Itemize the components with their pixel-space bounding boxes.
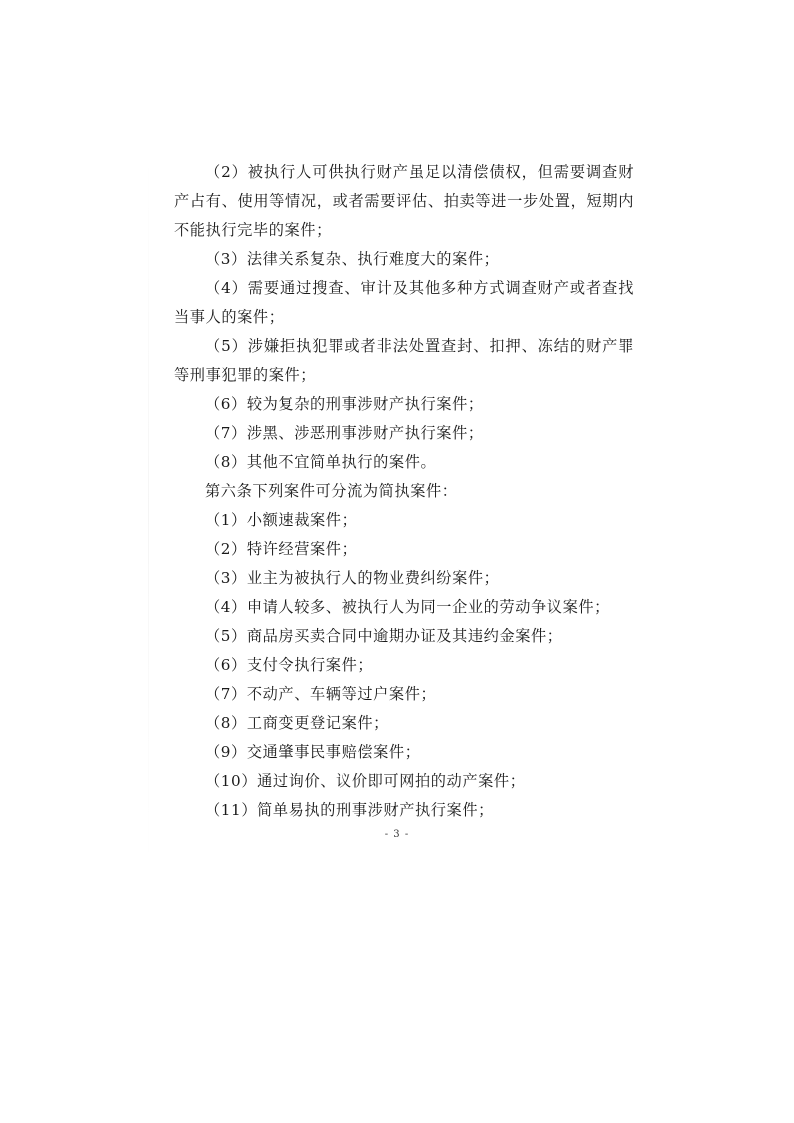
paragraph-item-6-complex-criminal-property: （6）较为复杂的刑事涉财产执行案件； (205, 395, 484, 413)
paragraph-item-7-gang-related: （7）涉黑、涉恶刑事涉财产执行案件； (205, 424, 484, 442)
paragraph-item-5-criminal: （5）涉嫌拒执犯罪或者非法处置查封、扣押、冻结的财产罪等刑事犯罪的案件； (174, 337, 634, 384)
list-item-traffic-compensation: （9）交通肇事民事赔偿案件； (205, 743, 421, 761)
list-item-housing-contract: （5）商品房买卖合同中逾期办证及其违约金案件； (205, 627, 563, 645)
list-item-labor-dispute: （4）申请人较多、被执行人为同一企业的劳动争议案件； (205, 598, 610, 616)
paragraph-item-8-other: （8）其他不宜简单执行的案件。 (205, 453, 437, 471)
list-item-online-auction: （10）通过询价、议价即可网拍的动产案件； (205, 772, 526, 790)
scan-shadow (148, 150, 149, 870)
paragraph-item-3-complex-legal: （3）法律关系复杂、执行难度大的案件； (205, 250, 500, 268)
article-six-heading: 第六条下列案件可分流为简执案件： (205, 482, 458, 500)
list-item-small-claims: （1）小额速裁案件； (205, 511, 358, 529)
list-item-franchise: （2）特许经营案件； (205, 540, 358, 558)
paragraph-item-2-executable-property: （2）被执行人可供执行财产虽足以清偿债权，但需要调查财产占有、使用等情况，或者需要评估、拍卖等进一步处置，短期内不能执行完毕的案件； (174, 163, 634, 239)
list-item-simple-criminal-property: （11）简单易执的刑事涉财产执行案件； (205, 801, 494, 819)
list-item-payment-order: （6）支付令执行案件； (205, 656, 374, 674)
page-number: - 3 - (384, 829, 410, 840)
document-body (174, 158, 634, 825)
list-item-property-fee: （3）业主为被执行人的物业费纠纷案件； (205, 569, 500, 587)
paragraph-item-4-search-audit: （4）需要通过搜查、审计及其他多种方式调查财产或者查找当事人的案件； (174, 279, 634, 326)
list-item-business-registration: （8）工商变更登记案件； (205, 714, 389, 732)
list-item-transfer: （7）不动产、车辆等过户案件； (205, 685, 437, 703)
